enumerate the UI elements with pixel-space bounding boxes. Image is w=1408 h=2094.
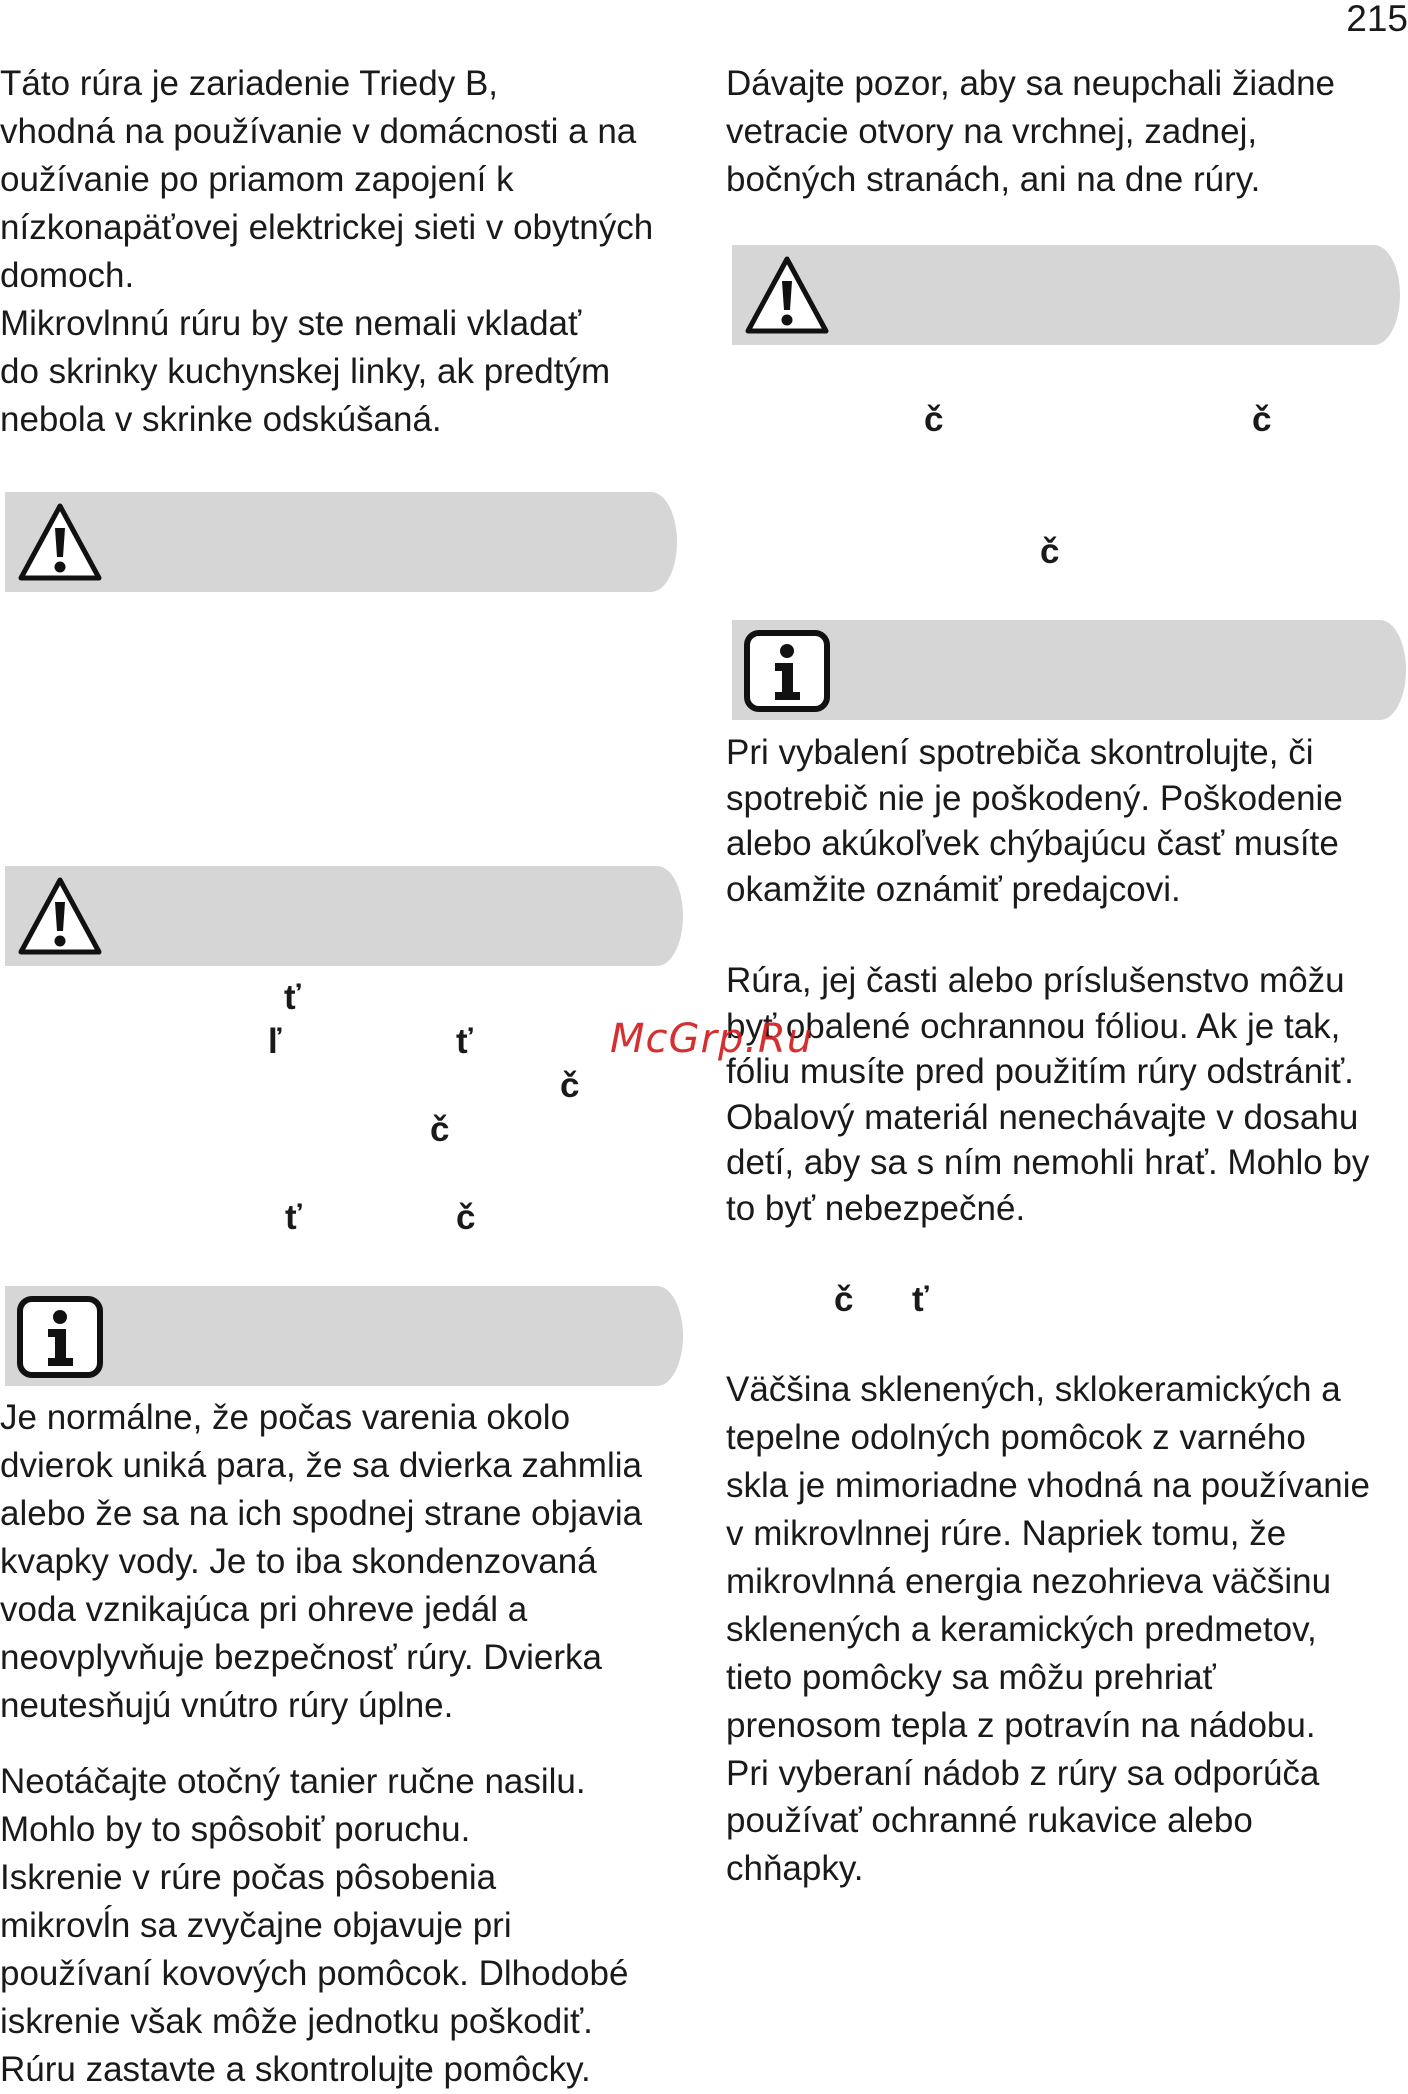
info-icon (15, 1294, 105, 1378)
paragraph-class-b-device: Táto rúra je zariadenie Triedy B, vhodná na používanie v domácnosti a na oužívanie po priamom zapojení k nízkonapäťovej elektrickej sieti v obytných domoch. Mikrovlnnú rúru by ste nemali vkladať do skrinky kuchynskej linky, ak predtým nebola v skrinke odskúšaná. (0, 64, 654, 439)
stray-glyph: č (456, 1198, 476, 1237)
paragraph-glass-cookware: Väčšina sklenených, sklokeramických a tepelne odolných pomôcok z varného skla je mimoriadne vhodná na používanie v mikrovlnnej rúre. Napriek tomu, že mikrovlnná energia nezohrieva väčšinu sklenených a keramických predmetov, tieto pomôcky sa môžu prehriať prenosom tepla z potravín na nádobu. Pri vyberaní nádob z rúry sa odporúča používať ochranné rukavice alebo chňapky. (726, 1370, 1370, 1889)
stray-glyph: ť (912, 1280, 929, 1319)
stray-glyph: ľ (268, 1022, 282, 1061)
stray-glyph: č (924, 400, 944, 439)
info-banner-left (5, 1286, 683, 1386)
warning-icon (742, 253, 832, 337)
page-number: 215 (1346, 0, 1408, 39)
info-icon (742, 628, 832, 712)
warning-banner-left-1 (5, 492, 677, 592)
stray-glyph: č (1252, 400, 1272, 439)
stray-glyph: č (560, 1066, 580, 1105)
stray-glyph: ť (456, 1022, 473, 1061)
warning-banner-right (732, 245, 1400, 345)
info-banner-right (732, 620, 1406, 720)
warning-icon (15, 874, 105, 958)
stray-glyph: č (430, 1110, 450, 1149)
watermark: McGrp.Ru (610, 1016, 814, 1062)
paragraph-ventilation: Dávajte pozor, aby sa neupchali žiadne vetracie otvory na vrchnej, zadnej, bočných stranách, ani na dne rúry. (726, 64, 1336, 199)
paragraph-unpacking-check: Pri vybalení spotrebiča skontrolujte, či spotrebič nie je poškodený. Poškodenie alebo akúkoľvek chýbajúcu časť musíte okamžite oznámiť predajcovi. (726, 733, 1343, 909)
stray-glyph: č (1040, 532, 1060, 571)
stray-glyph: ť (284, 978, 301, 1017)
paragraph-protective-foil: Rúra, jej časti alebo príslušenstvo môžu byť obalené ochrannou fóliou. Ak je tak, fóliu musíte pred použitím rúry odstrániť. Obalový materiál nenechávajte v dosahu detí, aby sa s ním nemohli hrať. Mohlo by to byť nebezpečné. (726, 961, 1370, 1228)
paragraph-steam-normal: Je normálne, že počas varenia okolo dvierok uniká para, že sa dvierka zahmlia alebo že sa na ich spodnej strane objavia kvapky vody. Je to iba skondenzovaná voda vznikajúca pri ohreve jedál a neovplyvňuje bezpečnosť rúry. Dvierka neutesňujú vnútro rúry úplne. (0, 1398, 643, 1725)
stray-glyph: ť (285, 1198, 302, 1237)
warning-banner-left-2 (5, 866, 683, 966)
stray-glyph: č (834, 1280, 854, 1319)
warning-icon (15, 500, 105, 584)
paragraph-turntable-sparking: Neotáčajte otočný tanier ručne nasilu. Mohlo by to spôsobiť poruchu. Iskrenie v rúre počas pôsobenia mikrovĺn sa zvyčajne objavuje pri používaní kovových pomôcok. Dlhodobé iskrenie však môže jednotku poškodiť. Rúru zastavte a skontrolujte pomôcky. (0, 1762, 629, 2089)
